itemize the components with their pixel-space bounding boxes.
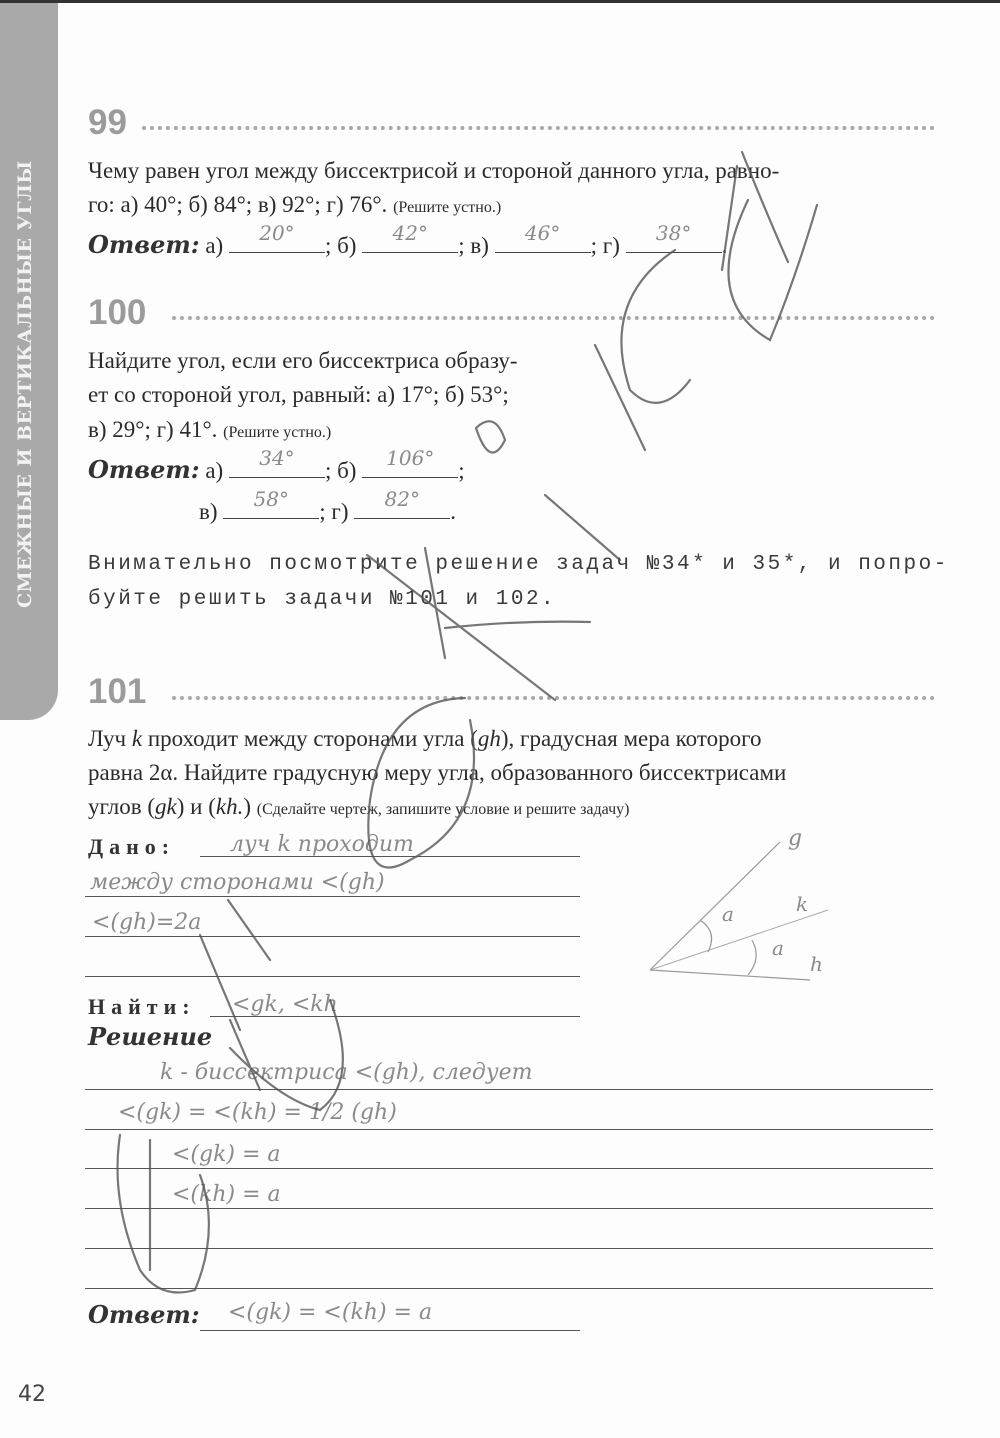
task-99-text-line1: Чему равен угол между биссектрисой и стороной данного угла, равно- xyxy=(88,158,780,183)
angle-diagram xyxy=(630,820,850,990)
answer-field-b[interactable]: 42° xyxy=(362,226,458,253)
task-101-text-line3: углов (gk) и (kh.) (Сделайте чертеж, запишите условие и решите задачу) xyxy=(88,794,630,819)
given-label: Дано: xyxy=(88,834,176,859)
answer-letter: а) xyxy=(205,233,224,258)
answer-field-a[interactable]: 34° xyxy=(229,451,325,478)
task-101-number: 101 xyxy=(88,672,147,711)
task-100-number: 100 xyxy=(88,293,147,332)
given-text-3: <(gh)=2a xyxy=(92,910,202,935)
answer-field-b[interactable]: 106° xyxy=(362,451,458,478)
answer-field-c[interactable]: 58° xyxy=(223,492,319,519)
find-text: <gk, <kh xyxy=(232,992,338,1017)
given-line-3[interactable] xyxy=(85,936,580,937)
answer-label: Ответ: xyxy=(88,230,200,259)
given-text-2: между сторонами <(gh) xyxy=(90,870,385,895)
task-101-divider xyxy=(172,696,935,700)
task-99-number: 99 xyxy=(88,103,127,142)
angle-label-1: a xyxy=(722,902,734,926)
find-label: Найти: xyxy=(88,994,196,1019)
page-top-edge xyxy=(0,0,1000,3)
ray-label-g: g xyxy=(788,826,803,851)
answer-line[interactable] xyxy=(200,1330,580,1331)
answer-letter: б) xyxy=(337,233,357,258)
task-101-text-line1: Луч k проходит между сторонами угла (gh), градусная мера которого xyxy=(88,726,762,751)
var-gh: gh xyxy=(477,726,501,751)
solution-text-2: <(gk) = <(kh) = 1/2 (gh) xyxy=(118,1100,397,1125)
ray-label-k: k xyxy=(796,892,809,916)
answer-field-d[interactable]: 82° xyxy=(354,492,450,519)
solution-line-2[interactable] xyxy=(85,1129,933,1130)
task-100-text-line3: в) 29°; г) 41°. (Решите устно.) xyxy=(88,417,332,442)
hint-line1: Внимательно посмотрите решение задач №34* и 35*, и попро- xyxy=(88,553,949,576)
task-99-divider xyxy=(142,126,935,130)
task-100-answer-row1: Ответ: а) 34° ; б) 106° ; xyxy=(88,446,465,484)
task-101-note: (Сделайте чертеж, запишите условие и решите задачу) xyxy=(256,801,630,818)
answer-field-a[interactable]: 20° xyxy=(229,226,325,253)
answer-letter: г) xyxy=(602,233,620,258)
solution-text-1: k - биссектриса <(gh), следует xyxy=(160,1060,533,1085)
task-100-text-line1: Найдите угол, если его биссектриса образу- xyxy=(88,348,518,373)
given-line-4[interactable] xyxy=(85,976,580,977)
given-line-2[interactable] xyxy=(85,896,580,897)
task-100-divider xyxy=(172,316,935,320)
solution-line-4[interactable] xyxy=(85,1208,933,1209)
hint-line2: буйте решить задачи №101 и 102. xyxy=(88,588,557,611)
task-100-answer-row2: в) 58° ; г) 82° . xyxy=(199,487,457,524)
angle-label-2: a xyxy=(772,936,784,960)
task-99-note: (Решите устно.) xyxy=(393,199,502,216)
solution-label: Решение xyxy=(88,1022,213,1051)
chapter-title: СМЕЖНЫЕ И ВЕРТИКАЛЬНЫЕ УГЛЫ xyxy=(14,160,36,608)
task-99-values: го: а) 40°; б) 84°; в) 92°; г) 76°. xyxy=(88,192,388,217)
ray-label-h: h xyxy=(810,952,823,976)
solution-line-5[interactable] xyxy=(85,1248,933,1249)
answer-field-c[interactable]: 46° xyxy=(495,226,591,253)
task-100-note: (Решите устно.) xyxy=(223,424,332,441)
chapter-side-tab xyxy=(0,3,58,720)
answer-letter: в) xyxy=(470,233,489,258)
answer-field-d[interactable]: 38° xyxy=(626,226,722,253)
solution-text-4: <(kh) = a xyxy=(172,1182,281,1207)
solution-line-6[interactable] xyxy=(85,1288,933,1289)
task-101-text-line2: равна 2α. Найдите градусную меру угла, образованного биссектрисами xyxy=(88,760,787,785)
answer-label: Ответ: xyxy=(88,1300,200,1329)
solution-line-1[interactable] xyxy=(85,1089,933,1090)
given-text-1: луч k проходит xyxy=(230,832,414,857)
task-99-answer-row: Ответ: а) 20° ; б) 42° ; в) 46° ; г) 38° . xyxy=(88,221,728,259)
solution-line-3[interactable] xyxy=(85,1168,933,1169)
task-100-text-line2: ет со стороной угол, равный: а) 17°; б) 53°; xyxy=(88,382,509,407)
var-k: k xyxy=(131,726,143,751)
page-number: 42 xyxy=(18,1382,46,1407)
solution-text-3: <(gk) = a xyxy=(172,1142,281,1167)
answer-label: Ответ: xyxy=(88,455,200,484)
answer-text: <(gk) = <(kh) = a xyxy=(228,1300,433,1325)
